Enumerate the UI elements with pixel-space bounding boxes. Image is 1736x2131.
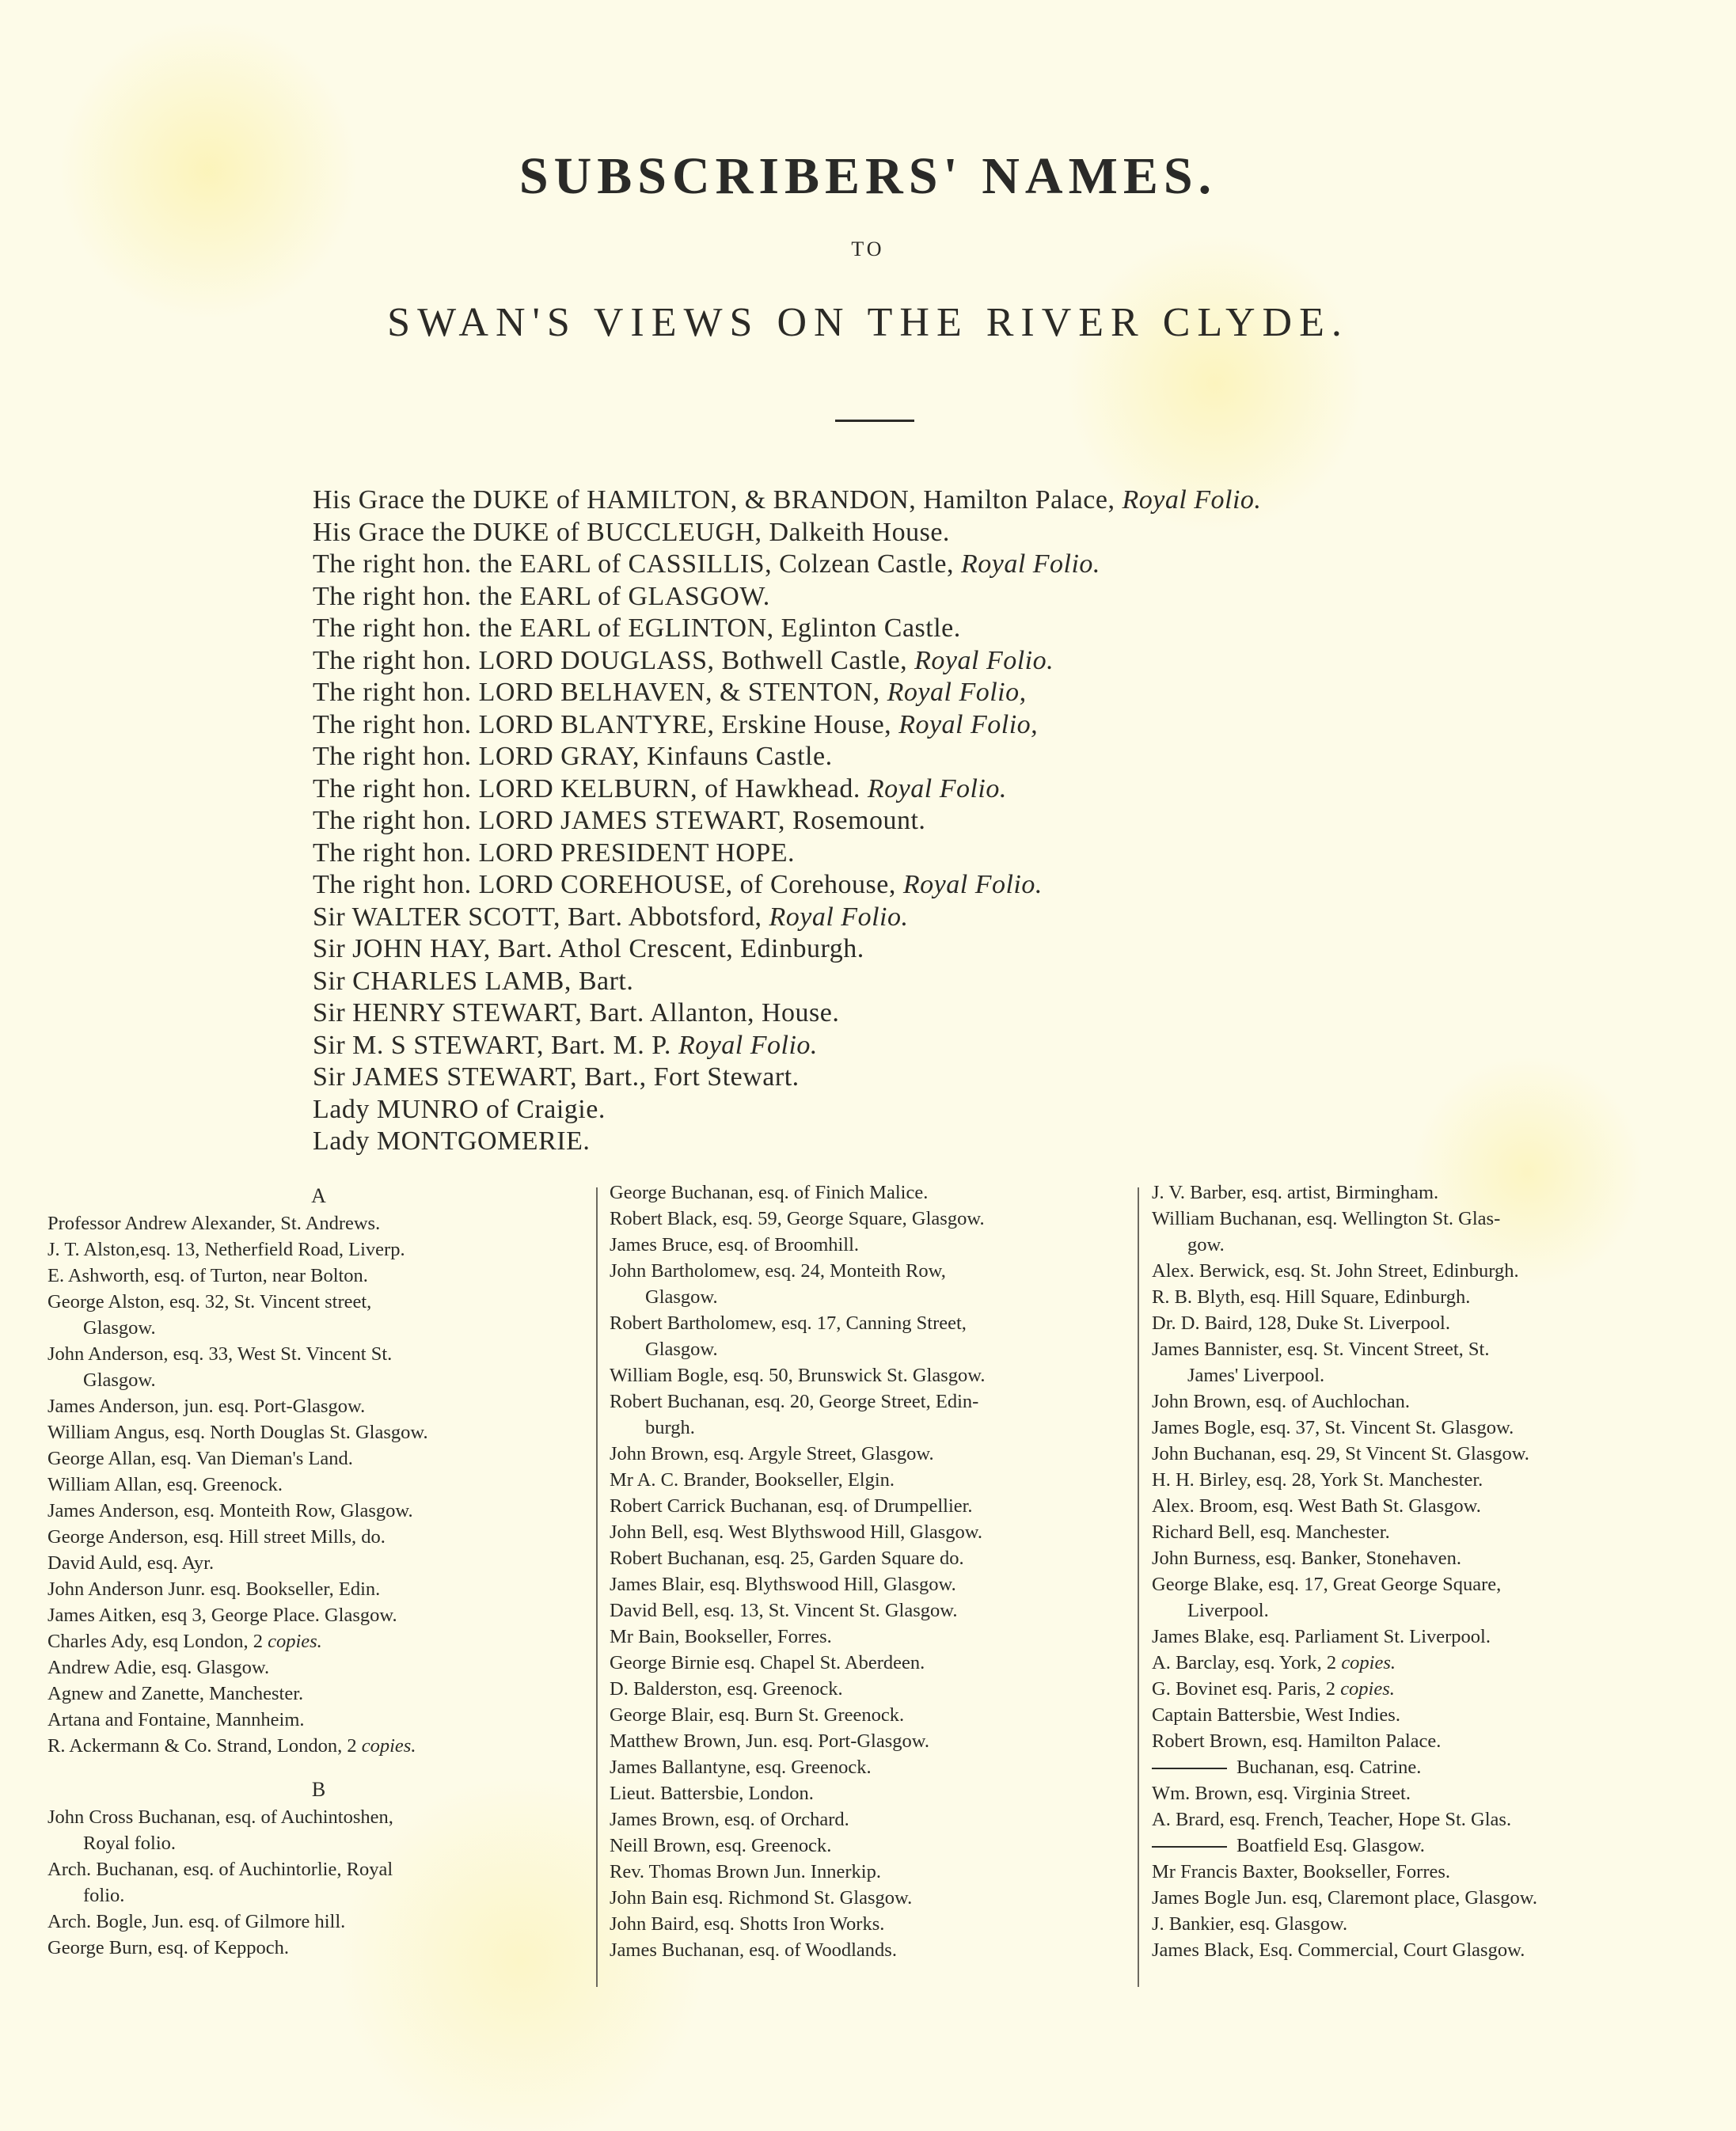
subscriber-name: Robert Bartholomew, esq. 17, Canning Street, — [610, 1312, 967, 1334]
subscriber-name: Robert Buchanan, esq. 25, Garden Square do. — [610, 1548, 964, 1569]
subscriber-name: Richard Bell, esq. Manchester. — [1152, 1521, 1390, 1543]
subscriber-entry — [610, 1362, 1164, 1388]
subscriber-entry — [610, 1232, 1164, 1258]
subscriber-name: Arch. Buchanan, esq. of Auchintorlie, Royal — [47, 1859, 393, 1880]
subscriber-entry — [1152, 1754, 1706, 1780]
subscriber-entry — [47, 1909, 590, 1935]
subscriber-name: Buchanan, esq. Catrine. — [1236, 1757, 1422, 1778]
subscriber-entry — [610, 1206, 1164, 1232]
subscriber-name: Charles Ady, esq London, 2 — [47, 1631, 268, 1652]
subscriber-entry — [1152, 1728, 1706, 1754]
nobility-entry — [313, 773, 1619, 806]
subscriber-name: Andrew Adie, esq. Glasgow. — [47, 1657, 270, 1678]
subscriber-entry — [47, 1550, 590, 1576]
subscriber-entry — [610, 1545, 1164, 1571]
subscriber-entry — [47, 1524, 590, 1550]
subscriber-entry — [610, 1597, 1164, 1624]
subscriber-name: John Burness, esq. Banker, Stonehaven. — [1152, 1548, 1461, 1569]
subscriber-entry — [610, 1754, 1164, 1780]
nobility-entry — [313, 902, 1619, 934]
subscriber-continuation: gow. — [1187, 1234, 1225, 1255]
section-letter-b: B — [311, 1778, 326, 1801]
subscriber-name: J. T. Alston,esq. 13, Netherfield Road, Liverp. — [47, 1239, 405, 1260]
subscriber-name: James Blair, esq. Blythswood Hill, Glasgow. — [610, 1574, 956, 1595]
subscriber-name: James Ballantyne, esq. Greenock. — [610, 1757, 872, 1778]
subscriber-entry — [1152, 1206, 1706, 1232]
subscriber-name: William Buchanan, esq. Wellington St. Glas- — [1152, 1208, 1501, 1229]
subscriber-entry — [610, 1780, 1164, 1806]
subscriber-entry — [47, 1654, 590, 1681]
subscriber-name: John Bell, esq. West Blythswood Hill, Glasgow. — [610, 1521, 983, 1543]
subscriber-entry — [610, 1702, 1164, 1728]
subscriber-entry — [47, 1707, 590, 1733]
nobility-name: The right hon. the EARL of CASSILLIS, Colzean Castle, — [313, 549, 961, 579]
subscriber-name: George Buchanan, esq. of Finich Malice. — [610, 1182, 929, 1203]
column-divider — [596, 1187, 598, 1987]
subscriber-name: John Bartholomew, esq. 24, Monteith Row, — [610, 1260, 946, 1282]
subscriber-entry — [610, 1911, 1164, 1937]
subscriber-name: Mr A. C. Brander, Bookseller, Elgin. — [610, 1469, 895, 1491]
subscriber-name: James Buchanan, esq. of Woodlands. — [610, 1939, 897, 1961]
edition-note: Royal Folio. — [1122, 485, 1262, 515]
subscriber-continuation: Glasgow. — [645, 1339, 718, 1360]
edition-note: Royal Folio. — [914, 645, 1054, 675]
subscriber-name: James Bruce, esq. of Broomhill. — [610, 1234, 860, 1255]
subscriber-entry — [1152, 1467, 1706, 1493]
nobility-name: Sir HENRY STEWART, Bart. Allanton, House. — [313, 998, 840, 1028]
subscriber-entry — [47, 1341, 590, 1367]
nobility-entry — [313, 709, 1619, 742]
subscriber-entry — [1152, 1911, 1706, 1937]
subscriber-entry — [47, 1445, 590, 1472]
subscriber-name: James Brown, esq. of Orchard. — [610, 1809, 849, 1830]
subscriber-entry — [1152, 1310, 1706, 1336]
edition-note: Royal Folio, — [898, 709, 1039, 739]
subscriber-name: Agnew and Zanette, Manchester. — [47, 1683, 304, 1704]
nobility-entry — [313, 966, 1619, 998]
subscriber-entry — [47, 1935, 590, 1961]
subscriber-name: Artana and Fontaine, Mannheim. — [47, 1709, 305, 1730]
title-connector: TO — [851, 237, 885, 260]
nobility-name: Sir WALTER SCOTT, Bart. Abbotsford, — [313, 902, 769, 932]
subscriber-name: Mr Francis Baxter, Bookseller, Forres. — [1152, 1861, 1451, 1882]
subscriber-columns — [47, 1179, 1702, 2003]
subscriber-name: William Bogle, esq. 50, Brunswick St. Glasgow. — [610, 1365, 986, 1386]
subscriber-name: Lieut. Battersbie, London. — [610, 1783, 814, 1804]
subscriber-entry — [1152, 1650, 1706, 1676]
subscriber-entry — [1152, 1441, 1706, 1467]
nobility-name: His Grace the DUKE of HAMILTON, & BRANDON, Hamilton Palace, — [313, 485, 1123, 515]
subscriber-entry — [1152, 1284, 1706, 1310]
subscriber-entry — [1152, 1258, 1706, 1284]
nobility-name: The right hon. LORD BLANTYRE, Erskine House, — [313, 709, 899, 739]
subscriber-entry — [1152, 1885, 1706, 1911]
nobility-entry — [313, 677, 1619, 709]
nobility-name: The right hon. the EARL of GLASGOW. — [313, 581, 770, 611]
nobility-entry — [313, 613, 1619, 645]
nobility-entry — [313, 1126, 1619, 1158]
subscriber-name: William Allan, esq. Greenock. — [47, 1474, 283, 1495]
subscriber-name: D. Balderston, esq. Greenock. — [610, 1678, 843, 1700]
subscriber-entry — [610, 1258, 1164, 1284]
page-title: SUBSCRIBERS' NAMES. — [519, 147, 1217, 205]
nobility-entry — [313, 517, 1619, 549]
subscriber-name: John Anderson Junr. esq. Bookseller, Edin. — [47, 1578, 381, 1600]
subscriber-entry — [610, 1650, 1164, 1676]
subscriber-entry — [1152, 1545, 1706, 1571]
ditto-dash — [1152, 1846, 1227, 1848]
subscriber-entry — [1152, 1179, 1706, 1206]
subscriber-name: John Brown, esq. Argyle Street, Glasgow. — [610, 1443, 934, 1464]
subscriber-name: James Blake, esq. Parliament St. Liverpool. — [1152, 1626, 1491, 1647]
subscriber-entry — [1152, 1493, 1706, 1519]
page-subtitle: SWAN'S VIEWS ON THE RIVER CLYDE. — [387, 300, 1349, 345]
subscriber-name: J. V. Barber, esq. artist, Birmingham. — [1152, 1182, 1439, 1203]
subscriber-name: George Anderson, esq. Hill street Mills, do. — [47, 1526, 386, 1548]
subscriber-entry — [610, 1859, 1164, 1885]
subscriber-entry — [610, 1310, 1164, 1336]
subscriber-name: James Bannister, esq. St. Vincent Street, St. — [1152, 1339, 1490, 1360]
nobility-entry — [313, 997, 1619, 1030]
subscriber-name: Professor Andrew Alexander, St. Andrews. — [47, 1213, 381, 1234]
subscriber-entry — [1152, 1624, 1706, 1650]
subscriber-name: R. B. Blyth, esq. Hill Square, Edinburgh. — [1152, 1286, 1471, 1308]
subscriber-entry — [610, 1806, 1164, 1833]
copies-note: copies. — [1341, 1652, 1396, 1673]
subscriber-entry — [1152, 1806, 1706, 1833]
subscriber-name: R. Ackermann & Co. Strand, London, 2 — [47, 1735, 362, 1757]
subscriber-name: John Cross Buchanan, esq. of Auchintoshen, — [47, 1806, 393, 1828]
subscriber-entry — [47, 1498, 590, 1524]
copies-note: copies. — [268, 1631, 322, 1652]
subscriber-name: G. Bovinet esq. Paris, 2 — [1152, 1678, 1341, 1700]
subscriber-column-2 — [610, 1179, 1164, 2003]
subscriber-entry — [47, 1263, 590, 1289]
subscriber-entry — [1152, 1519, 1706, 1545]
subscriber-entry — [47, 1236, 590, 1263]
subscriber-name: George Alston, esq. 32, St. Vincent street, — [47, 1291, 372, 1312]
ditto-dash — [1152, 1768, 1227, 1769]
nobility-name: The right hon. LORD PRESIDENT HOPE. — [313, 838, 796, 868]
nobility-name: The right hon. LORD JAMES STEWART, Rosemount. — [313, 806, 926, 835]
subscriber-continuation: Glasgow. — [83, 1317, 156, 1339]
subscriber-entry — [610, 1624, 1164, 1650]
nobility-entry — [313, 1030, 1619, 1062]
subscriber-name: James Bogle Jun. esq, Claremont place, Glasgow. — [1152, 1887, 1537, 1909]
subscriber-entry — [1152, 1336, 1706, 1362]
subscriber-column-1 — [47, 1179, 590, 2003]
subscriber-entry — [47, 1393, 590, 1419]
nobility-name: Sir M. S STEWART, Bart. M. P. — [313, 1030, 678, 1060]
nobility-entry — [313, 1094, 1619, 1126]
subscriber-entry — [610, 1571, 1164, 1597]
subscriber-entry — [1152, 1388, 1706, 1415]
subscriber-entry — [610, 1493, 1164, 1519]
subscriber-name: James Bogle, esq. 37, St. Vincent St. Glasgow. — [1152, 1417, 1514, 1438]
nobility-name: Lady MUNRO of Craigie. — [313, 1094, 606, 1124]
subscriber-name: John Bain esq. Richmond St. Glasgow. — [610, 1887, 913, 1909]
subscriber-name: Captain Battersbie, West Indies. — [1152, 1704, 1400, 1726]
subscriber-entry — [47, 1804, 590, 1830]
subscriber-entry — [47, 1681, 590, 1707]
subscriber-entry — [610, 1676, 1164, 1702]
nobility-list — [313, 484, 1619, 1158]
nobility-entry — [313, 581, 1619, 613]
subscriber-entry — [610, 1441, 1164, 1467]
subscriber-entry — [1152, 1937, 1706, 1963]
edition-note: Royal Folio. — [902, 870, 1043, 899]
subscriber-name: Dr. D. Baird, 128, Duke St. Liverpool. — [1152, 1312, 1450, 1334]
nobility-entry — [313, 484, 1619, 517]
subscriber-entry — [1152, 1780, 1706, 1806]
subscriber-name: George Burn, esq. of Keppoch. — [47, 1937, 290, 1958]
edition-note: Royal Folio. — [960, 549, 1100, 579]
subscriber-entry — [47, 1602, 590, 1628]
subscriber-entry — [610, 1179, 1164, 1206]
subscriber-name: James Black, Esq. Commercial, Court Glasgow. — [1152, 1939, 1525, 1961]
nobility-name: The right hon. LORD COREHOUSE, of Corehouse, — [313, 870, 903, 899]
nobility-entry — [313, 869, 1619, 902]
nobility-name: Sir CHARLES LAMB, Bart. — [313, 966, 634, 996]
subscriber-entry — [47, 1210, 590, 1236]
subscriber-entry — [1152, 1571, 1706, 1597]
nobility-name: The right hon. LORD GRAY, Kinfauns Castle. — [313, 742, 833, 771]
subscriber-name: James Aitken, esq 3, George Place. Glasgow. — [47, 1605, 397, 1626]
subscriber-name: Boatfield Esq. Glasgow. — [1236, 1835, 1425, 1856]
edition-note: Royal Folio. — [867, 773, 1007, 803]
nobility-entry — [313, 645, 1619, 678]
subscriber-name: George Birnie esq. Chapel St. Aberdeen. — [610, 1652, 925, 1673]
subscriber-continuation: Glasgow. — [645, 1286, 718, 1308]
nobility-name: Lady MONTGOMERIE. — [313, 1126, 591, 1156]
subscriber-name: John Buchanan, esq. 29, St Vincent St. Glasgow. — [1152, 1443, 1529, 1464]
subscriber-entry — [47, 1628, 590, 1654]
subscriber-entry — [47, 1472, 590, 1498]
subscriber-entry — [1152, 1859, 1706, 1885]
subscriber-entry — [1152, 1702, 1706, 1728]
subscriber-entry — [47, 1733, 590, 1759]
subscriber-name: John Anderson, esq. 33, West St. Vincent St. — [47, 1343, 393, 1365]
copies-note: copies. — [361, 1735, 416, 1757]
subscriber-continuation: folio. — [83, 1885, 125, 1906]
subscriber-entry — [610, 1728, 1164, 1754]
subscriber-entry — [47, 1856, 590, 1882]
subscriber-name: J. Bankier, esq. Glasgow. — [1152, 1913, 1348, 1935]
subscriber-name: Matthew Brown, Jun. esq. Port-Glasgow. — [610, 1730, 929, 1752]
subscriber-entry — [610, 1885, 1164, 1911]
subscriber-entry — [47, 1576, 590, 1602]
subscriber-name: E. Ashworth, esq. of Turton, near Bolton. — [47, 1265, 368, 1286]
subscriber-continuation: Glasgow. — [83, 1369, 156, 1391]
subscriber-name: Wm. Brown, esq. Virginia Street. — [1152, 1783, 1411, 1804]
subscriber-name: Alex. Berwick, esq. St. John Street, Edinburgh. — [1152, 1260, 1519, 1282]
subscriber-entry — [47, 1419, 590, 1445]
subscriber-name: John Brown, esq. of Auchlochan. — [1152, 1391, 1410, 1412]
subscriber-entry — [610, 1467, 1164, 1493]
subscriber-continuation: burgh. — [645, 1417, 695, 1438]
subscriber-name: Neill Brown, esq. Greenock. — [610, 1835, 832, 1856]
subscriber-entry — [610, 1388, 1164, 1415]
nobility-entry — [313, 741, 1619, 773]
nobility-entry — [313, 838, 1619, 870]
subscriber-continuation: Royal folio. — [83, 1833, 177, 1854]
subscriber-entry — [47, 1289, 590, 1315]
edition-note: Royal Folio, — [887, 678, 1027, 707]
subscriber-name: George Blake, esq. 17, Great George Square, — [1152, 1574, 1502, 1595]
nobility-entry — [313, 1062, 1619, 1094]
nobility-name: His Grace the DUKE of BUCCLEUGH, Dalkeith House. — [313, 517, 950, 547]
subscriber-entry — [610, 1519, 1164, 1545]
subscriber-name: Arch. Bogle, Jun. esq. of Gilmore hill. — [47, 1911, 346, 1932]
subscriber-entry — [610, 1833, 1164, 1859]
nobility-name: Sir JOHN HAY, Bart. Athol Crescent, Edinburgh. — [313, 934, 864, 963]
subscriber-name: George Blair, esq. Burn St. Greenock. — [610, 1704, 905, 1726]
subscriber-name: Robert Brown, esq. Hamilton Palace. — [1152, 1730, 1442, 1752]
subscriber-name: Rev. Thomas Brown Jun. Innerkip. — [610, 1861, 881, 1882]
subscriber-entry — [1152, 1415, 1706, 1441]
nobility-name: The right hon. the EARL of EGLINTON, Eglinton Castle. — [313, 613, 961, 643]
edition-note: Royal Folio. — [769, 902, 909, 932]
subscriber-column-3 — [1152, 1179, 1706, 2003]
subscriber-name: John Baird, esq. Shotts Iron Works. — [610, 1913, 885, 1935]
subscriber-name: David Bell, esq. 13, St. Vincent St. Glasgow. — [610, 1600, 958, 1621]
section-letter-a: A — [311, 1184, 326, 1207]
subscriber-name: A. Barclay, esq. York, 2 — [1152, 1652, 1342, 1673]
subscriber-name: James Anderson, esq. Monteith Row, Glasgow. — [47, 1500, 413, 1521]
subscriber-name: George Allan, esq. Van Dieman's Land. — [47, 1448, 353, 1469]
edition-note: Royal Folio. — [678, 1030, 818, 1060]
subscriber-name: David Auld, esq. Ayr. — [47, 1552, 215, 1574]
nobility-name: The right hon. LORD DOUGLASS, Bothwell Castle, — [313, 645, 915, 675]
nobility-entry — [313, 549, 1619, 581]
subscriber-continuation: James' Liverpool. — [1187, 1365, 1325, 1386]
subscriber-name: A. Brard, esq. French, Teacher, Hope St. Glas. — [1152, 1809, 1512, 1830]
subscriber-name: James Anderson, jun. esq. Port-Glasgow. — [47, 1396, 366, 1417]
subscriber-name: H. H. Birley, esq. 28, York St. Manchester. — [1152, 1469, 1483, 1491]
subscriber-name: William Angus, esq. North Douglas St. Glasgow. — [47, 1422, 428, 1443]
subscriber-name: Mr Bain, Bookseller, Forres. — [610, 1626, 832, 1647]
subscriber-name: Robert Carrick Buchanan, esq. of Drumpellier. — [610, 1495, 973, 1517]
subscriber-name: Robert Black, esq. 59, George Square, Glasgow. — [610, 1208, 985, 1229]
subscriber-entry — [1152, 1833, 1706, 1859]
subscriber-entry — [610, 1937, 1164, 1963]
subscriber-name: Alex. Broom, esq. West Bath St. Glasgow. — [1152, 1495, 1481, 1517]
nobility-entry — [313, 805, 1619, 838]
nobility-name: The right hon. LORD KELBURN, of Hawkhead. — [313, 773, 868, 803]
nobility-name: The right hon. LORD BELHAVEN, & STENTON, — [313, 678, 887, 707]
subscriber-entry — [1152, 1676, 1706, 1702]
subscriber-name: Robert Buchanan, esq. 20, George Street, Edin- — [610, 1391, 979, 1412]
title-rule — [835, 420, 914, 422]
copies-note: copies. — [1340, 1678, 1395, 1700]
nobility-name: Sir JAMES STEWART, Bart., Fort Stewart. — [313, 1062, 800, 1092]
subscriber-continuation: Liverpool. — [1187, 1600, 1269, 1621]
nobility-entry — [313, 933, 1619, 966]
